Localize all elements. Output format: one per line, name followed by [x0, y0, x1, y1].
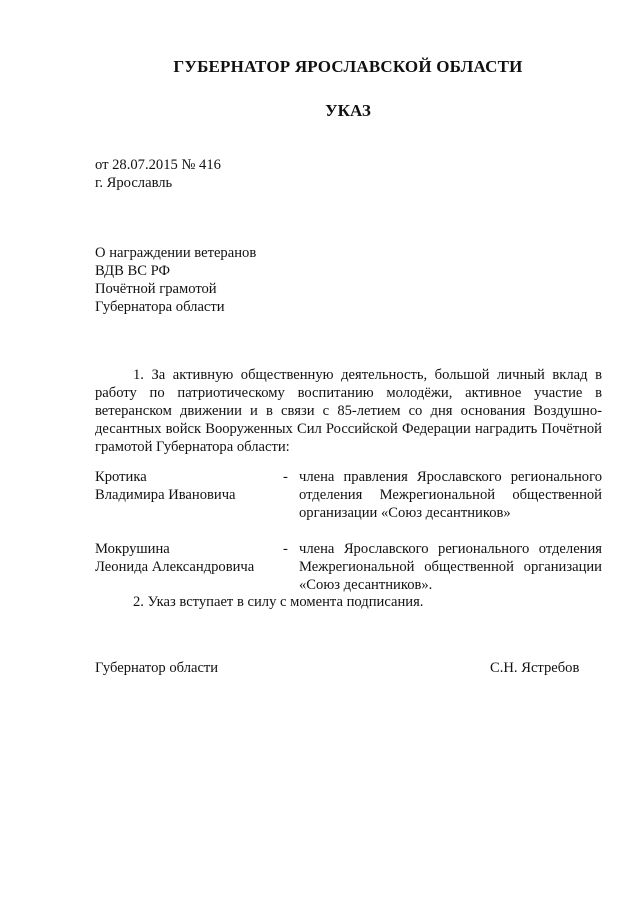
awardee-name: [95, 540, 275, 576]
awardee-description: члена правления Ярославского регионального отделения Межрегиональной общественной организации «Союз десантников»: [299, 469, 602, 521]
document-meta: [95, 156, 221, 192]
document-subject: [95, 244, 256, 316]
subject-line: О награждении ветеранов: [95, 245, 257, 261]
awardee-given-names: Леонида Александровича: [95, 559, 255, 575]
subject-line: Почётной грамотой: [95, 281, 217, 297]
awardee-description: члена Ярославского регионального отделения Межрегиональной общественной организации «Союз десантников».: [299, 541, 602, 593]
city: г. Ярославль: [95, 175, 173, 191]
date-number: от 28.07.2015 № 416: [95, 157, 221, 173]
awardee-row: [95, 468, 602, 528]
issuer-title: ГУБЕРНАТОР ЯРОСЛАВСКОЙ ОБЛАСТИ: [173, 57, 523, 76]
subject-line: ВДВ ВС РФ: [95, 263, 171, 279]
awardee-dash: -: [283, 541, 288, 557]
awardee-name: [95, 468, 275, 504]
paragraph-1: 1. За активную общественную деятельность, большой личный вклад в работу по патриотическому воспитанию молодёжи, активное участие в ветеранском движении и в связи с 85-летием со дня основания Воздушно-десантных войск Вооруженных Сил Российской Федерации наградить Почётной грамотой Губернатора области:: [95, 367, 602, 455]
awardee-surname: Мокрушина: [95, 541, 170, 557]
paragraph-2: 2. Указ вступает в силу с момента подписания.: [133, 594, 424, 610]
awardee-surname: Кротика: [95, 469, 147, 485]
awardee-row: [95, 540, 602, 600]
signatory-position: Губернатор области: [95, 660, 219, 676]
document-type: УКАЗ: [325, 101, 371, 120]
awardee-dash: -: [283, 469, 288, 485]
subject-line: Губернатора области: [95, 299, 225, 315]
signatory-name: С.Н. Ястребов: [490, 660, 580, 676]
awardee-given-names: Владимира Ивановича: [95, 487, 236, 503]
